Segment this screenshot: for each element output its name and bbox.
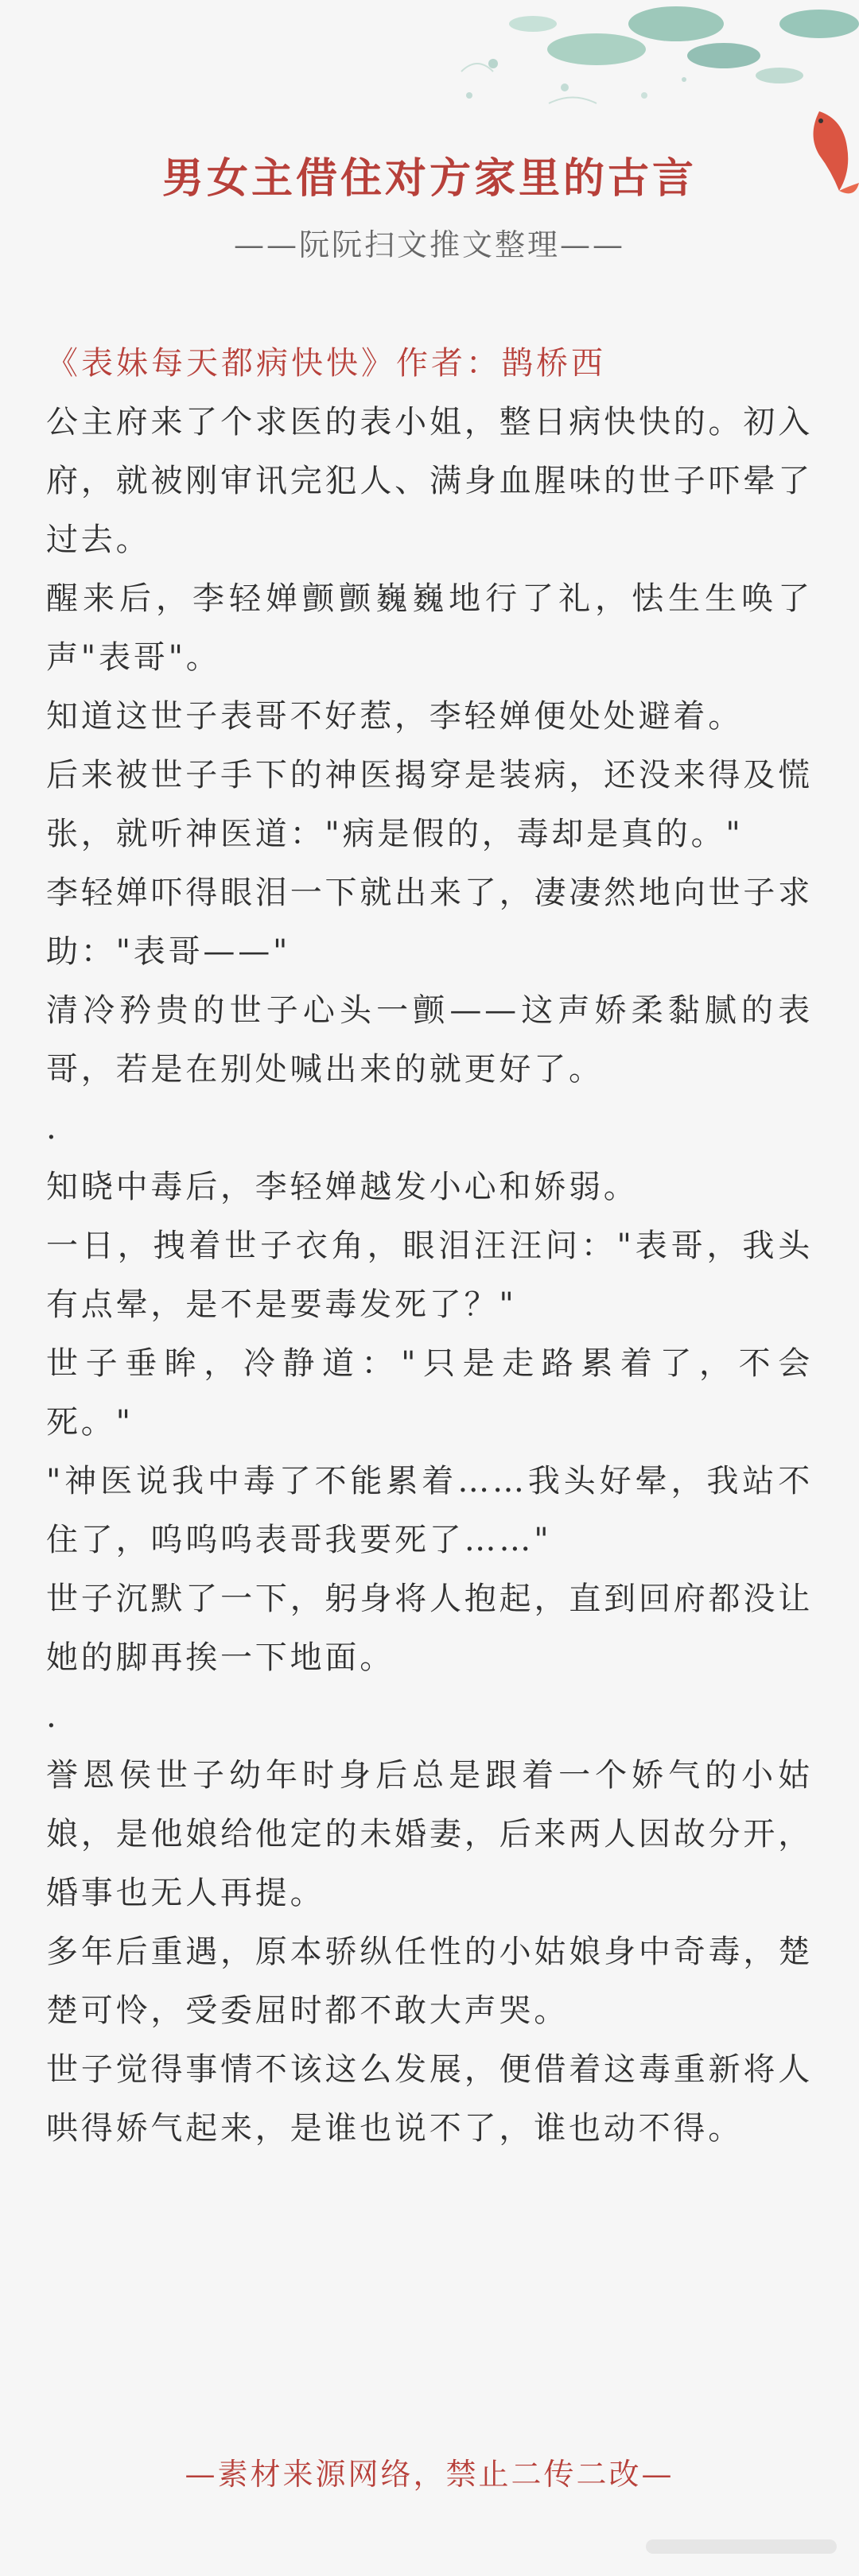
book-title-line: 《表妹每天都病快快》作者：鹊桥西 [46,345,606,382]
paragraph: 李轻婵吓得眼泪一下就出来了，凄凄然地向世子求助："表哥——" [46,875,813,970]
paragraph: 清冷矜贵的世子心头一颤——这声娇柔黏腻的表哥，若是在别处喊出来的就更好了。 [46,992,813,1088]
paragraph: 誉恩侯世子幼年时身后总是跟着一个娇气的小姑娘，是他娘给他定的未婚妻，后来两人因故分开，婚事也无人再提。 [46,1757,813,1911]
page-subtitle: ——阮阮扫文推文整理—— [233,227,625,262]
page-title: 男女主借住对方家里的古言 [161,154,697,203]
book-section [46,334,813,2158]
section-separator: . [46,1110,56,1146]
section-separator: . [46,1698,56,1735]
paragraph: 世子觉得事情不该这么发展，便借着这毒重新将人哄得娇气起来，是谁也说不了，谁也动不得。 [46,2051,813,2147]
paragraph: 世子沉默了一下，躬身将人抱起，直到回府都没让她的脚再挨一下地面。 [46,1581,813,1676]
paragraph: 知晓中毒后，李轻婵越发小心和娇弱。 [46,1169,639,1205]
source-note: —素材来源网络，禁止二传二改— [185,2457,674,2492]
paragraph: 一日，拽着世子衣角，眼泪汪汪问："表哥，我头有点晕，是不是要毒发死了？" [46,1228,813,1323]
paragraph: 世子垂眸，冷静道："只是走路累着了，不会死。" [46,1345,813,1441]
paragraph: 公主府来了个求医的表小姐，整日病快快的。初入府，就被刚审讯完犯人、满身血腥味的世子吓晕了过去。 [46,404,813,558]
paragraph: "神医说我中毒了不能累着……我头好晕，我站不住了，呜呜呜表哥我要死了……" [46,1463,813,1558]
paragraph: 醒来后，李轻婵颤颤巍巍地行了礼，怯生生唤了声"表哥"。 [46,580,813,676]
paragraph: 多年后重遇，原本骄纵任性的小姑娘身中奇毒，楚楚可怜，受委屈时都不敢大声哭。 [46,1934,813,2029]
paragraph: 知道这世子表哥不好惹，李轻婵便处处避着。 [46,698,743,735]
paragraph: 后来被世子手下的神医揭穿是装病，还没来得及慌张，就听神医道："病是假的，毒却是真的。" [46,757,813,852]
